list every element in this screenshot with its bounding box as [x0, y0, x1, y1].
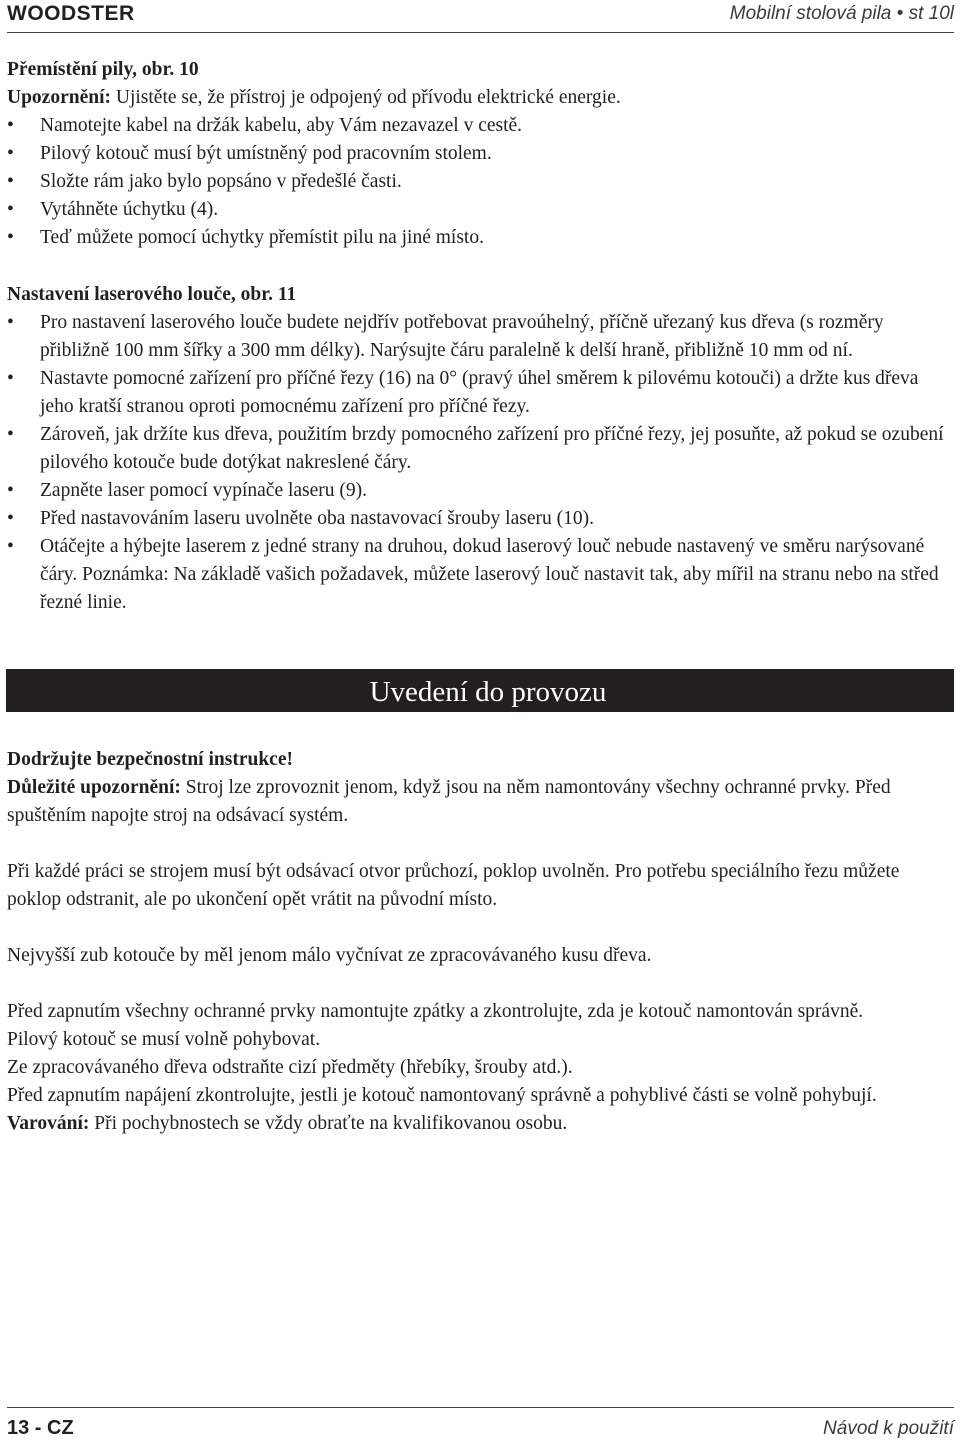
spacer	[7, 252, 953, 281]
list-item: • Pilový kotouč musí být umístněný pod pracovním stolem.	[7, 140, 953, 168]
page-header	[7, 0, 954, 32]
relocation-steps	[7, 112, 953, 252]
product-title: Mobilní stolová pila • st 10l	[729, 3, 954, 24]
section-title-relocation: Přemístění pily, obr. 10	[7, 59, 199, 80]
brand-name: WOODSTER	[7, 2, 135, 25]
paragraph-exhaust: Při každé práci se strojem musí být odsávací otvor průchozí, poklop uvolněn. Pro potřebu speciálního řezu můžete poklop odstranit, ale po ukončení opět vrátit na původní místo.	[7, 861, 900, 910]
important-text: Stroj lze zprovoznit jenom, když jsou na něm namontovány všechny ochranné prvky. Před spuštěním napojte stroj na odsávací systém.	[7, 777, 891, 826]
section-title-laser: Nastavení laserového louče, obr. 11	[7, 284, 297, 305]
spacer	[7, 617, 953, 669]
list-item: • Vytáhněte úchytku (4).	[7, 196, 953, 224]
laser-steps	[7, 309, 953, 617]
list-item: • Před nastavováním laseru uvolněte oba nastavovací šrouby laseru (10).	[7, 505, 953, 533]
spacer	[7, 712, 953, 746]
warning-text: Ujistěte se, že přístroj je odpojený od přívodu elektrické energie.	[111, 87, 621, 108]
page-number: 13 - CZ	[7, 1417, 74, 1439]
list-item: • Teď můžete pomocí úchytky přemístit pilu na jiné místo.	[7, 224, 953, 252]
important-label: Důležité upozornění:	[7, 777, 181, 798]
footer-divider	[7, 1407, 954, 1408]
paragraph-guards: Před zapnutím všechny ochranné prvky namontujte zpátky a zkontrolujte, zda je kotouč namontován správně.	[7, 1001, 864, 1022]
page-content	[7, 56, 953, 1138]
spacer	[7, 970, 953, 998]
list-item: • Složte rám jako bylo popsáno v předešlé časti.	[7, 168, 953, 196]
list-item: • Zapněte laser pomocí vypínače laseru (9).	[7, 477, 953, 505]
page-footer	[7, 1407, 954, 1444]
warning-label: Varování:	[7, 1113, 90, 1134]
paragraph-blade-height: Nejvyšší zub kotouče by měl jenom málo vyčnívat ze zpracovávaného kusu dřeva.	[7, 945, 652, 966]
list-item: • Otáčejte a hýbejte laserem z jedné strany na druhou, dokud laserový louč nebude nastavený ve směru narýsované čáry. Poznámka: Na základě vašich požadavek, můžete laserový louč nastavit tak, aby mířil na stranu nebo na střed řezné linie.	[7, 533, 953, 617]
manual-title: Návod k použití	[823, 1418, 954, 1439]
list-item: • Namotejte kabel na držák kabelu, aby Vám nezavazel v cestě.	[7, 112, 953, 140]
final-warning	[7, 1110, 953, 1138]
paragraph-foreign-objects: Ze zpracovávaného dřeva odstraňte cizí předměty (hřebíky, šrouby atd.).	[7, 1057, 573, 1078]
list-item: • Pro nastavení laserového louče budete nejdřív potřebovat pravoúhelný, příčně uřezaný kus dřeva (s rozměry přibližně 100 mm šířky a 300 mm délky). Narýsujte čáru paralelně k delší hraně, přibližně 10 mm od ní.	[7, 309, 953, 365]
spacer	[7, 830, 953, 858]
relocation-warning	[7, 84, 953, 112]
header-divider	[7, 32, 954, 33]
paragraph-power-check: Před zapnutím napájení zkontrolujte, jestli je kotouč namontovaný správně a pohyblivé části se volně pohybují.	[7, 1085, 877, 1106]
list-item: • Zároveň, jak držíte kus dřeva, použitím brzdy pomocného zařízení pro příčné řezy, jej posuňte, až pokud se ozubení pilového kotouče bude dotýkat nakreslené čáry.	[7, 421, 953, 477]
warning-label: Upozornění:	[7, 87, 111, 108]
safety-heading: Dodržujte bezpečnostní instrukce!	[7, 749, 293, 770]
list-item: • Nastavte pomocné zařízení pro příčné řezy (16) na 0° (pravý úhel směrem k pilovému kotouči) a držte kus dřeva jeho kratší stranou oproti pomocnému zařízení pro příčné řezy.	[7, 365, 953, 421]
spacer	[7, 914, 953, 942]
section-banner	[6, 669, 954, 712]
warning-text: Při pochybnostech se vždy obraťte na kvalifikovanou osobu.	[89, 1113, 568, 1134]
banner-title: Uvedení do provozu	[369, 676, 607, 708]
paragraph-blade-free: Pilový kotouč se musí volně pohybovat.	[7, 1029, 321, 1050]
important-note	[7, 774, 953, 830]
